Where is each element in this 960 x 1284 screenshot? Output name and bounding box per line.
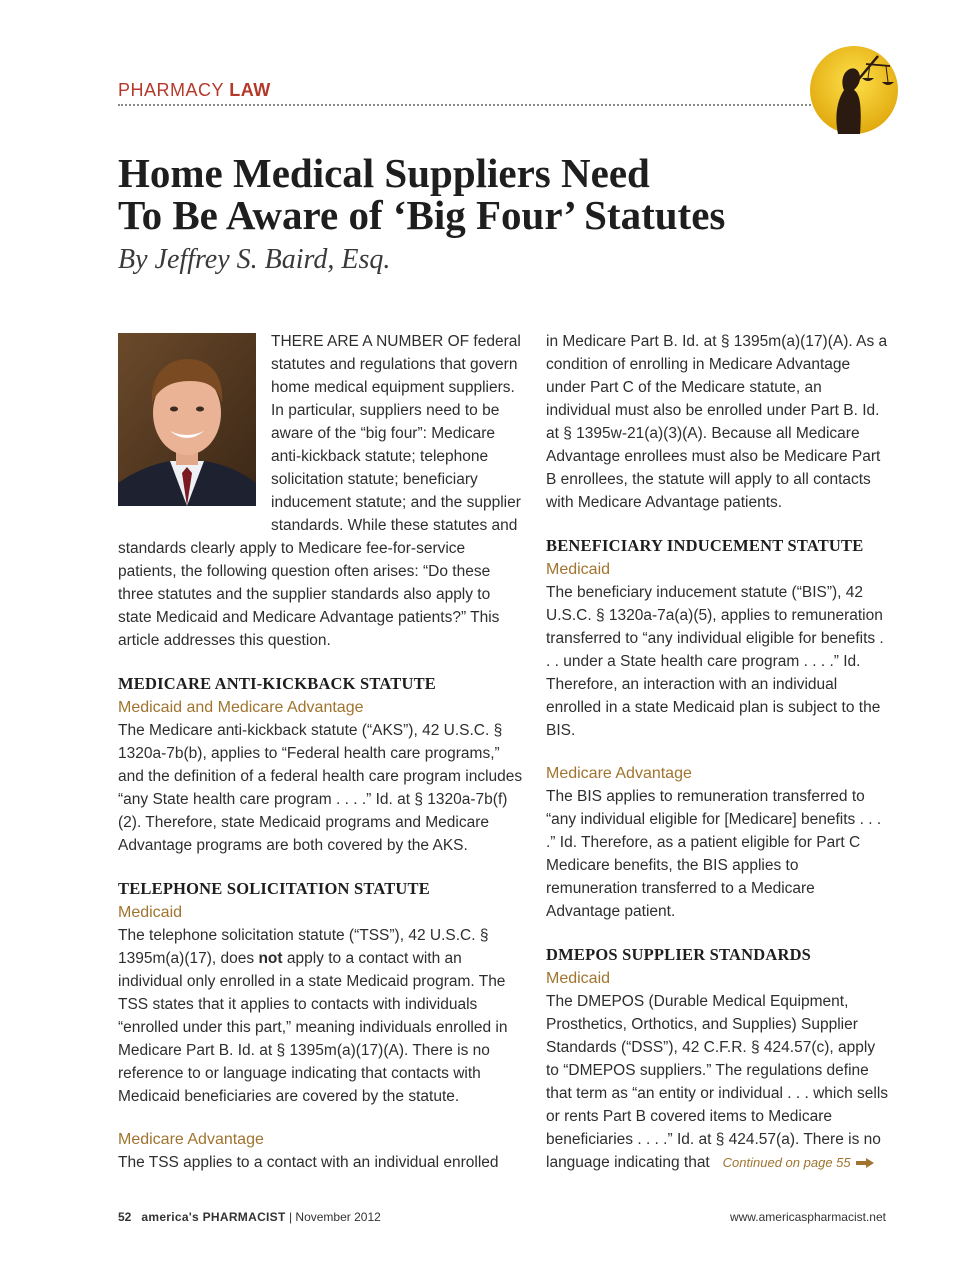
issue-date: November 2012 bbox=[295, 1210, 381, 1224]
photo-wrap-space bbox=[118, 330, 271, 515]
intro-paragraph: THERE ARE A NUMBER OF federal statutes and regulations that govern home medical equipment suppliers. In particular, suppliers need to be aware of the “big four”: Medicare anti-kickback statute; telephone solicitation statute; beneficiary inducement statute; and the supplier standards. While these statutes and standards clearly apply to Medicare fee-for-service patients, the following question often arises: “Do these three statutes and the supplier standards also apply to state Medicaid and Medicare Advantage patients?” This article addresses this question. bbox=[118, 333, 521, 649]
footer-left bbox=[118, 1210, 381, 1224]
section-label bbox=[118, 80, 271, 101]
article-title bbox=[118, 152, 818, 236]
byline: By Jeffrey S. Baird, Esq. bbox=[118, 244, 391, 275]
title-line-1: Home Medical Suppliers Need bbox=[118, 150, 650, 196]
section-label-light: PHARMACY bbox=[118, 80, 230, 100]
continued-paragraph: in Medicare Part B. Id. at § 1395m(a)(17)(A). As a condition of enrolling in Medicare Advantage under Part C of the Medicare statute, an individual must also be enrolled under Part B. Id. at § 1395w-21(a)(3)(A). Because all Medicare Advantage enrollees must also be Medicare Part B enrollees, the statute will apply to all contacts with Medicare Advantage patients. bbox=[546, 333, 888, 511]
section-label-bold: LAW bbox=[229, 80, 271, 100]
continued-link[interactable]: Continued on page 55 bbox=[722, 1155, 851, 1170]
bis-subheading-2: Medicare Advantage bbox=[546, 765, 692, 782]
tss-text-a: The telephone solicitation statute (“TSS”), 42 U.S.C. § 1395m(a)(17), does bbox=[118, 927, 489, 967]
dss-subheading: Medicaid bbox=[546, 970, 611, 987]
right-column bbox=[546, 330, 890, 1174]
dss-paragraph bbox=[546, 990, 890, 1174]
aks-heading: MEDICARE ANTI-KICKBACK STATUTE bbox=[118, 674, 437, 693]
bis-paragraph: The beneficiary inducement statute (“BIS”), 42 U.S.C. § 1320a-7a(a)(5), applies to remuneration transferred to “any individual eligible for benefits . . . under a State health care program . . . .” Id. Therefore, an interaction with an individual enrolled in a state Medicaid plan is subject to the BIS. bbox=[546, 584, 884, 739]
tss-text-bold: not bbox=[258, 950, 283, 967]
aks-paragraph: The Medicare anti-kickback statute (“AKS”), 42 U.S.C. § 1320a-7b(b), applies to “Federal health care programs,” and the definition of a federal health care program includes “any State health care program . . . .” Id. at § 1320a-7b(f)(2). Therefore, state Medicaid programs and Medicare Advantage programs are both covered by the AKS. bbox=[118, 722, 523, 854]
bis-paragraph-2: The BIS applies to remuneration transferred to “any individual eligible for [Medicare] benefits . . . .” Id. Therefore, as a patient eligible for Part C Medicare benefits, the BIS applies to remuneration transferred to a Medicare Advantage patient. bbox=[546, 788, 882, 920]
scales-of-justice-icon bbox=[808, 44, 900, 136]
page-number: 52 bbox=[118, 1210, 132, 1224]
aks-subheading: Medicaid and Medicare Advantage bbox=[118, 699, 364, 716]
left-column bbox=[118, 330, 526, 1174]
bis-subheading: Medicaid bbox=[546, 561, 611, 578]
tss-text-b: apply to a contact with an individual only enrolled in a state Medicaid program. The TSS states that it applies to contacts with individuals “enrolled under this part,” meaning individuals enrolled in Medicare Part B. Id. at § 1395m(a)(17)(A). There is no reference to or language indicating that contacts with Medicaid beneficiaries are covered by the statute. bbox=[118, 950, 508, 1105]
header-divider bbox=[118, 104, 818, 106]
tss-subheading: Medicaid bbox=[118, 904, 183, 921]
bis-heading: BENEFICIARY INDUCEMENT STATUTE bbox=[546, 536, 864, 555]
tss-subheading-2: Medicare Advantage bbox=[118, 1131, 264, 1148]
footer-separator: | bbox=[285, 1210, 296, 1224]
publication-name: america's PHARMACIST bbox=[141, 1210, 286, 1224]
arrow-right-icon bbox=[855, 1157, 875, 1169]
dss-text: The DMEPOS (Durable Medical Equipment, Prosthetics, Orthotics, and Supplies) Supplier Standards (“DSS”), 42 C.F.R. § 424.57(c), apply to “DMEPOS suppliers.” The regulations define that term as “an entity or individual . . . which sells or rents Part B covered items to Medicare beneficiaries . . . .” Id. at § 424.57(a). There is no language indicating that bbox=[546, 993, 889, 1171]
tss-paragraph-2: The TSS applies to a contact with an individual enrolled bbox=[118, 1154, 499, 1171]
tss-heading: TELEPHONE SOLICITATION STATUTE bbox=[118, 879, 430, 898]
title-line-2: To Be Aware of ‘Big Four’ Statutes bbox=[118, 192, 726, 238]
website-link[interactable]: www.americaspharmacist.net bbox=[729, 1210, 886, 1224]
dss-heading: DMEPOS SUPPLIER STANDARDS bbox=[546, 945, 812, 964]
tss-paragraph bbox=[118, 924, 526, 1108]
